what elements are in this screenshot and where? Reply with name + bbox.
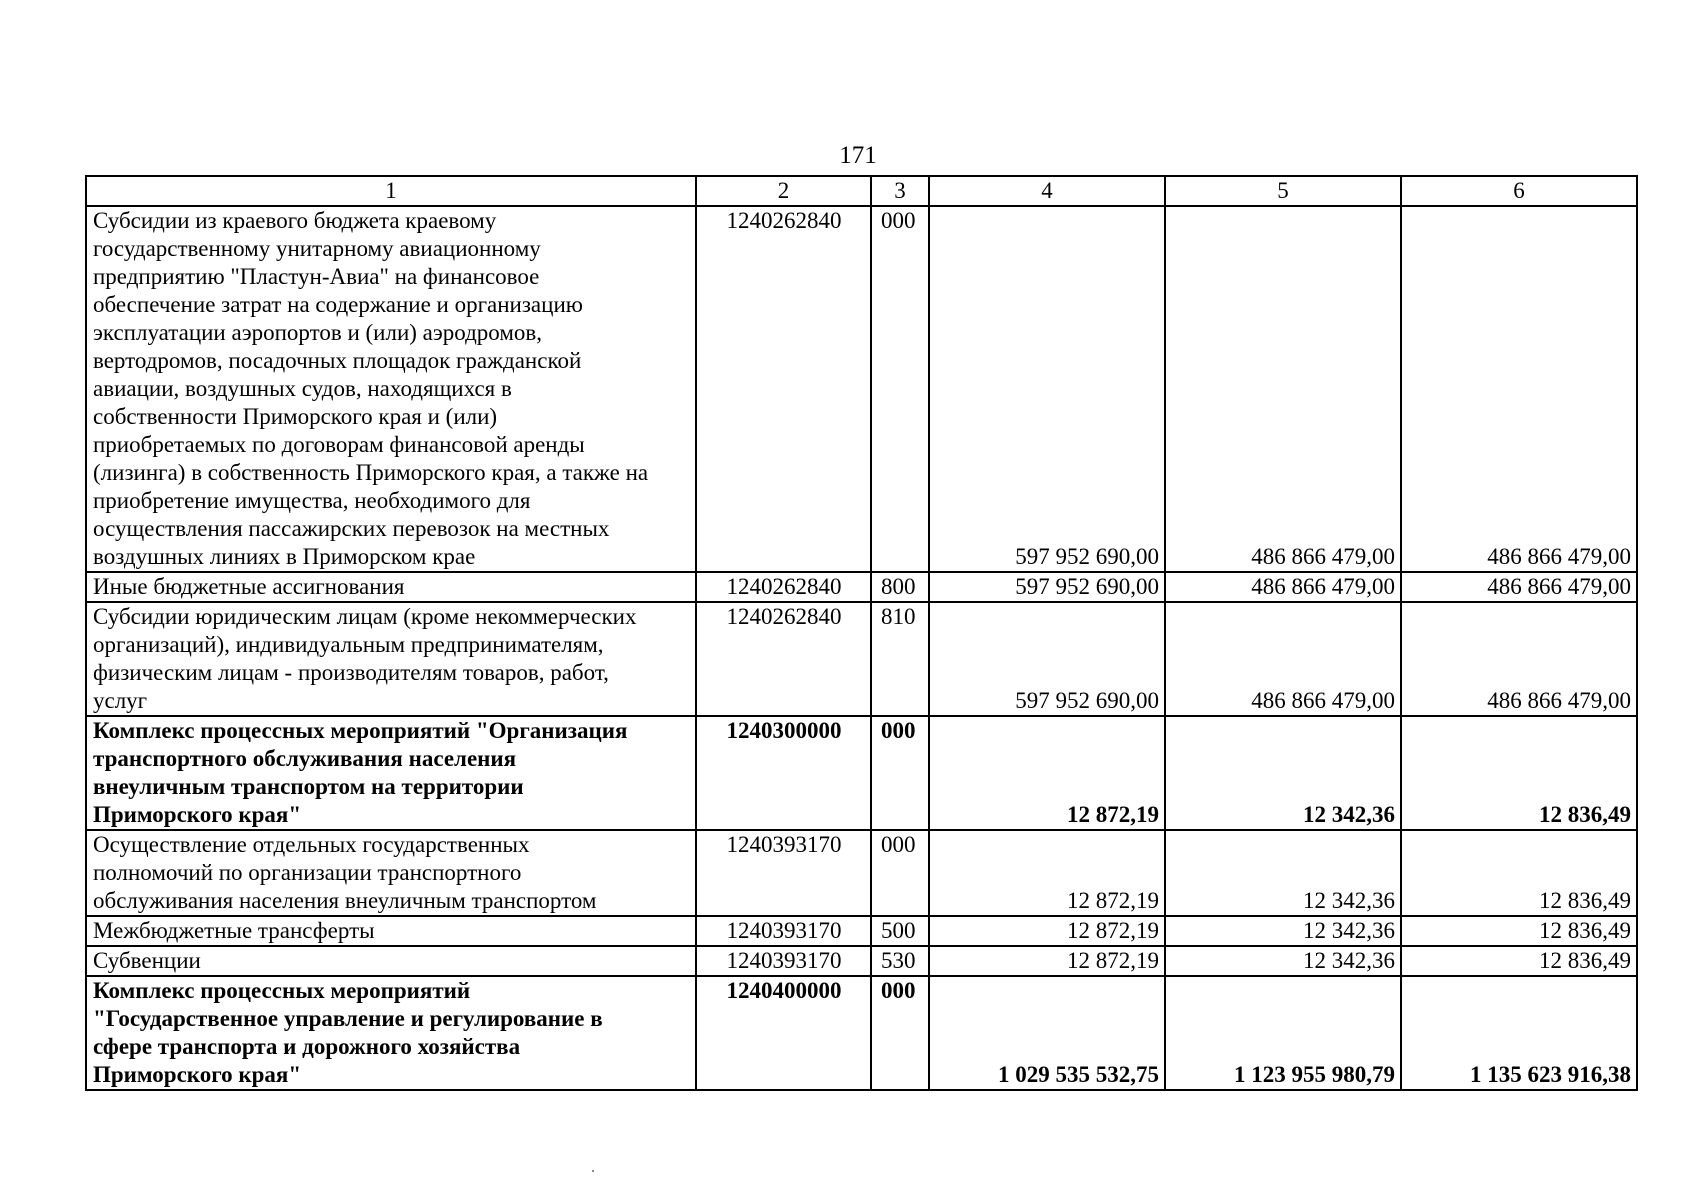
row-value-col5: 12 342,36 [1165,830,1401,916]
row-expense-kind: 810 [871,602,929,716]
row-expense-kind: 000 [871,716,929,830]
row-expense-kind: 800 [871,572,929,602]
table-row [86,830,1637,916]
description-line: (лизинга) в собственность Приморского края, а также на [93,460,649,485]
description-line: государственному унитарному авиационному [93,236,541,261]
row-description [86,916,696,946]
column-header-2: 2 [696,176,871,206]
description-line: Межбюджетные трансферты [93,918,375,943]
row-value-col5: 1 123 955 980,79 [1165,976,1401,1090]
table-row [86,602,1637,716]
column-header-1: 1 [86,176,696,206]
row-target-code: 1240300000 [696,716,871,830]
description-line: Комплекс процессных мероприятий "Организация [93,718,628,743]
column-header-6: 6 [1401,176,1637,206]
row-target-code: 1240393170 [696,946,871,976]
row-expense-kind: 000 [871,206,929,572]
row-value-col5: 486 866 479,00 [1165,206,1401,572]
table-row [86,976,1637,1090]
description-line: обеспечение затрат на содержание и организацию [93,292,583,317]
description-line: Осуществление отдельных государственных [93,832,530,857]
description-line: вертодромов, посадочных площадок гражданской [93,348,582,373]
row-value-col6: 486 866 479,00 [1401,602,1637,716]
table-row [86,206,1637,572]
table-row [86,716,1637,830]
row-value-col4: 12 872,19 [929,830,1165,916]
description-line: воздушных линиях в Приморском крае [93,544,476,569]
row-target-code: 1240262840 [696,572,871,602]
row-value-col5: 486 866 479,00 [1165,602,1401,716]
row-target-code: 1240400000 [696,976,871,1090]
description-line: Субсидии из краевого бюджета краевому [93,208,497,233]
row-expense-kind: 000 [871,830,929,916]
description-line: предприятию "Пластун-Авиа" на финансовое [93,264,540,289]
description-line: обслуживания населения внеуличным транспортом [93,888,597,913]
row-value-col6: 486 866 479,00 [1401,206,1637,572]
description-line: приобретение имущества, необходимого для [93,488,531,513]
row-value-col6: 1 135 623 916,38 [1401,976,1637,1090]
table-header-row [86,176,1637,206]
column-header-3: 3 [871,176,929,206]
description-line: приобретаемых по договорам финансовой аренды [93,432,585,457]
row-value-col6: 12 836,49 [1401,830,1637,916]
row-value-col5: 12 342,36 [1165,946,1401,976]
row-description [86,976,696,1090]
description-line: физическим лицам - производителям товаров, работ, [93,660,609,685]
column-header-5: 5 [1165,176,1401,206]
row-expense-kind: 530 [871,946,929,976]
description-line: организаций), индивидуальным предпринимателям, [93,632,604,657]
row-description [86,572,696,602]
description-line: осуществления пассажирских перевозок на местных [93,516,610,541]
table-row [86,946,1637,976]
row-value-col5: 12 342,36 [1165,916,1401,946]
row-description [86,716,696,830]
row-value-col5: 12 342,36 [1165,716,1401,830]
row-expense-kind: 500 [871,916,929,946]
description-line: авиации, воздушных судов, находящихся в [93,376,512,401]
row-value-col4: 597 952 690,00 [929,206,1165,572]
row-description [86,602,696,716]
description-line: транспортного обслуживания населения [93,746,517,771]
column-header-4: 4 [929,176,1165,206]
row-value-col4: 1 029 535 532,75 [929,976,1165,1090]
description-line: эксплуатации аэропортов и (или) аэродромов, [93,320,543,345]
row-value-col5: 486 866 479,00 [1165,572,1401,602]
table-row [86,572,1637,602]
budget-table [85,175,1638,1091]
description-line: внеуличным транспортом на территории [93,774,524,799]
description-line: собственности Приморского края и (или) [93,404,498,429]
description-line: Приморского края" [93,1062,302,1087]
description-line: Субсидии юридическим лицам (кроме некоммерческих [93,604,637,629]
row-value-col6: 12 836,49 [1401,716,1637,830]
row-description [86,946,696,976]
row-target-code: 1240262840 [696,206,871,572]
row-expense-kind: 000 [871,976,929,1090]
row-value-col4: 597 952 690,00 [929,602,1165,716]
row-description [86,206,696,572]
description-line: Комплекс процессных мероприятий [93,978,471,1003]
row-value-col4: 12 872,19 [929,716,1165,830]
description-line: сфере транспорта и дорожного хозяйства [93,1034,521,1059]
description-line: Субвенции [93,948,201,973]
description-line: Приморского края" [93,802,302,827]
row-value-col6: 12 836,49 [1401,946,1637,976]
row-value-col4: 12 872,19 [929,916,1165,946]
table-body [86,176,1637,1090]
row-target-code: 1240393170 [696,830,871,916]
scan-speck [592,1170,594,1172]
row-target-code: 1240393170 [696,916,871,946]
description-line: "Государственное управление и регулирование в [93,1006,603,1031]
table-row [86,916,1637,946]
row-value-col4: 12 872,19 [929,946,1165,976]
row-description [86,830,696,916]
row-value-col4: 597 952 690,00 [929,572,1165,602]
description-line: услуг [93,688,148,713]
description-line: Иные бюджетные ассигнования [93,574,405,599]
row-value-col6: 486 866 479,00 [1401,572,1637,602]
row-target-code: 1240262840 [696,602,871,716]
page-number: 171 [839,142,877,169]
description-line: полномочий по организации транспортного [93,860,522,885]
row-value-col6: 12 836,49 [1401,916,1637,946]
